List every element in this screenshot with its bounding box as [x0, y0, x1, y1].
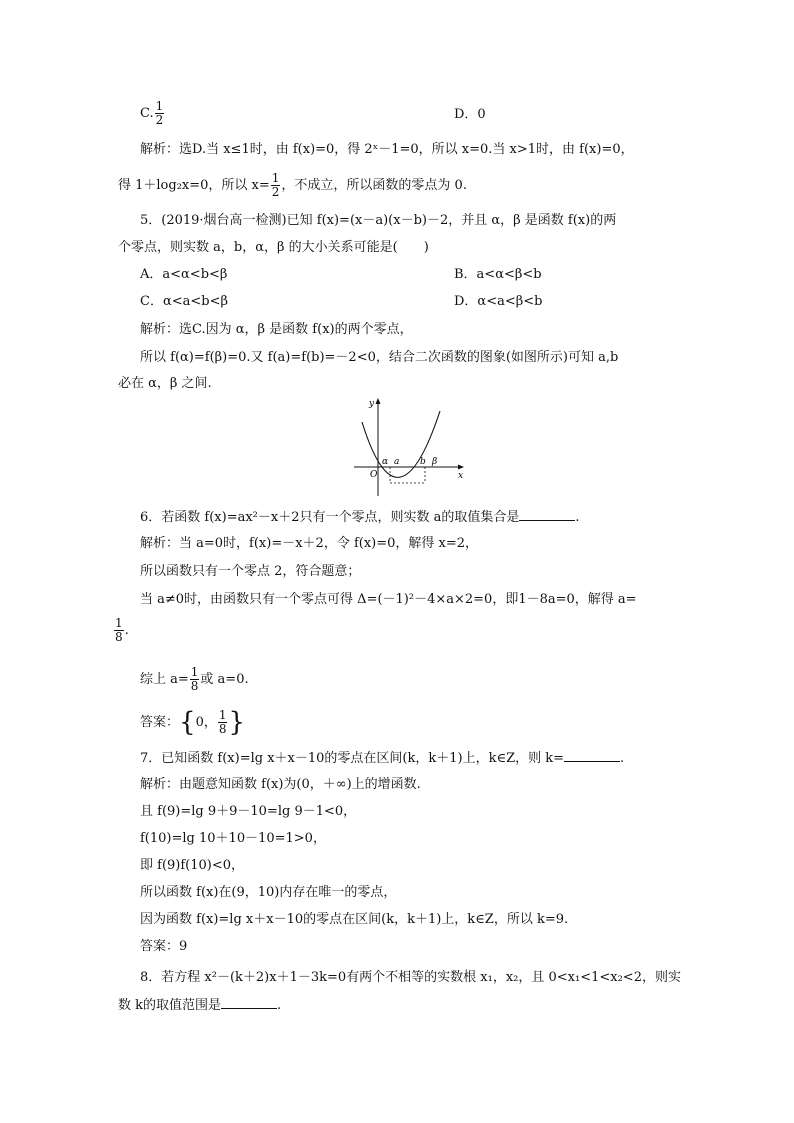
question-8-text: 数 k的取值范围是 .	[118, 998, 282, 1013]
solution-line: 综上 a= $\frac{1}{8}$ 或 a=0.	[140, 665, 249, 693]
solution-line: $\frac{1}{8}$ .	[115, 616, 129, 644]
fraction: $\frac{1}{8}$	[115, 616, 123, 644]
solution-line: f(10)=lg 10＋10－10=1>0，	[140, 831, 326, 846]
y-label: y	[369, 399, 375, 409]
question-7-text: 7．已知函数 f(x)=lg x＋x－10的零点在区间(k，k＋1)上，k∈Z，则 k= .	[140, 751, 625, 766]
parabola-figure	[350, 396, 470, 500]
solution-line: 且 f(9)=lg 9＋9－10=lg 9－1<0，	[140, 804, 357, 819]
answer-blank	[564, 749, 620, 762]
b-label: b	[420, 457, 426, 467]
solution-line: 所以函数 f(x)在(9，10)内存在唯一的零点，	[140, 885, 397, 900]
alpha-label: α	[382, 457, 389, 467]
solution-line: 即 f(9)f(10)<0，	[140, 858, 245, 873]
fraction: $\frac{1}{8}$	[218, 708, 227, 736]
answer-7: 答案：9	[140, 939, 188, 954]
origin-label: O	[370, 470, 378, 480]
option-c: C．α<a<b<β	[140, 294, 228, 309]
question-5-text: 5．(2019·烟台高一检测)已知 f(x)=(x－a)(x－b)－2，并且 α，β 是函数 f(x)的两	[140, 213, 617, 228]
question-5-text: 个零点，则实数 a，b，α，β 的大小关系可能是( )	[118, 240, 429, 255]
solution-line: 所以 f(α)=f(β)=0.又 f(a)=f(b)=－2<0，结合二次函数的图象(如图所示)可知 a,b	[140, 350, 619, 365]
x-label: x	[458, 471, 464, 481]
solution-line: 所以函数只有一个零点 2，符合题意；	[140, 564, 361, 579]
y-axis-arrow	[376, 398, 381, 404]
fraction: $\frac{1}{2}$	[155, 99, 164, 127]
answer-6: 答案：{0， $\frac{1}{8}$ }	[140, 707, 246, 738]
option-c-prev: C. $\frac{1}{2}$	[140, 99, 164, 127]
solution-line: 解析：选D.当 x≤1时，由 f(x)=0，得 2ˣ－1=0，所以 x=0.当 x>1时，由 f(x)=0，	[140, 142, 634, 157]
solution-line: 解析：选C.因为 α，β 是函数 f(x)的两个零点，	[140, 322, 413, 337]
option-d-prev: D．0	[454, 107, 486, 122]
solution-line: 因为函数 f(x)=lg x＋x－10的零点在区间(k，k＋1)上，k∈Z，所以 k=9.	[140, 912, 569, 927]
question-8-text: 8．若方程 x²－(k＋2)x＋1－3k=0有两个不相等的实数根 x₁，x₂，且 0<x₁<1<x₂<2，则实	[140, 970, 681, 985]
solution-line: 解析：当 a=0时，f(x)=－x＋2，令 f(x)=0，解得 x=2，	[140, 536, 479, 551]
option-d: D．α<a<β<b	[454, 294, 543, 309]
a-label: a	[394, 457, 400, 467]
question-6-text: 6．若函数 f(x)=ax²－x＋2只有一个零点，则实数 a的取值集合是 .	[140, 510, 580, 525]
beta-label: β	[432, 457, 438, 467]
solution-line: 得 1＋log₂x=0，所以 x= $\frac{1}{2}$ ，不成立，所以函数的零点为 0.	[118, 171, 467, 199]
solution-line: 解析：由题意知函数 f(x)为(0，＋∞)上的增函数.	[140, 777, 421, 792]
x-axis-arrow	[458, 465, 464, 470]
option-a: A．a<α<b<β	[140, 267, 228, 282]
option-b: B．a<α<β<b	[454, 267, 542, 282]
answer-blank	[221, 996, 277, 1009]
solution-line: 当 a≠0时，由函数只有一个零点可得 Δ=(－1)²－4×a×2=0，即1－8a=0，解得 a=	[140, 592, 637, 607]
fraction: $\frac{1}{8}$	[190, 665, 199, 693]
fraction: $\frac{1}{2}$	[271, 171, 280, 199]
solution-line: 必在 α，β 之间.	[118, 376, 212, 391]
answer-blank	[519, 508, 575, 521]
